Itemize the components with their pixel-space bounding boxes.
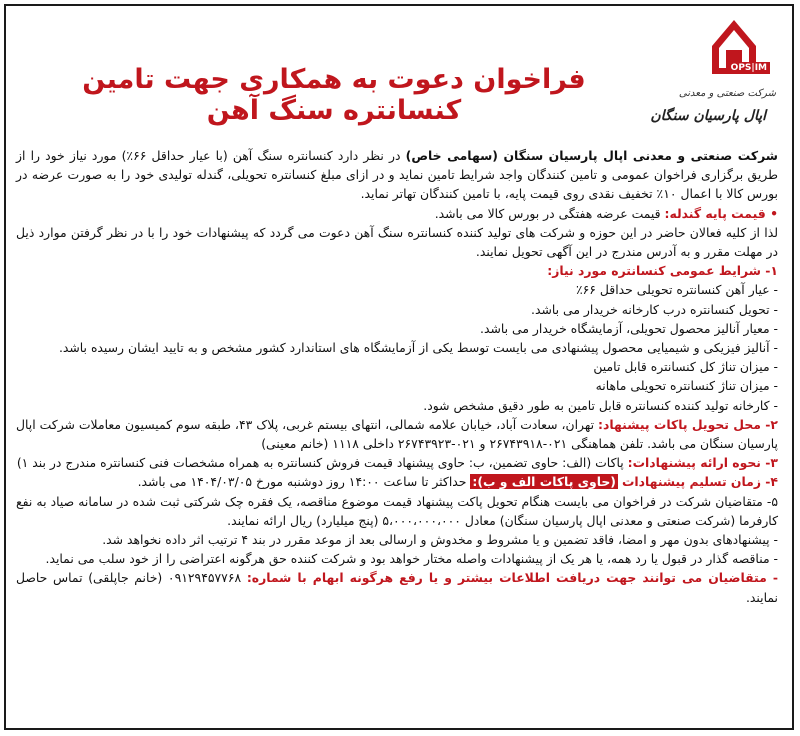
intro-text: در نظر دارد کنسانتره سنگ آهن (با عیار حداقل ۶۶٪) مورد نیاز خود را از طریق برگزاری فراخوان عمومی و تامین کنندگان واجد شرایط تامین نماید و در ازای مبلغ کنسانتره تحویلی، گندله تولیدی خود را به صورت عرضه در بورس کالا با اعمال ۱۰٪ تخفیف نقدی روی قیمت پایه، با تامین کنندگان تهاتر نماید. <box>16 148 778 202</box>
section5-paragraph: ۵- متقاضیان شرکت در فراخوان می بایست هنگام تحویل پاکت پیشنهاد قیمت موضوع مناقصه، یک فقره چک شرکتی ثبت شده در سامانه صیاد به نفع کارفرما (شرکت صنعتی و معدنی اپال پارسیان سنگان) معادل ۵،۰۰۰،۰۰۰،۰۰۰ (پنج میلیارد) ریال ارائه نمایند. <box>16 493 778 528</box>
section1-item: - معیار آنالیز محصول تحویلی، آزمایشگاه خریدار می باشد. <box>480 320 778 336</box>
section4-heading: ۴- زمان تسلیم پیشنهادات <box>621 474 778 490</box>
contact-label: - متقاضیان می توانند جهت دریافت اطلاعات بیشتر و یا رفع هرگونه ابهام با شماره: <box>246 570 778 586</box>
section2-text: تهران، سعادت آباد، خیابان علامه شمالی، انتهای بیستم غربی، پلاک ۴۳، طبقه سوم کمیسیون معاملات شرکت اپال پارسیان سنگان می باشد. تلفن هماهنگی ۰۲۱-۲۶۷۴۳۹۱۸ و ۰۲۱-۲۶۷۴۳۹۲۳ داخلی ۱۱۱۸ (خانم معینی) <box>16 416 778 452</box>
notice-frame <box>4 4 794 730</box>
company-name-script: اپال پارسیان سنگان <box>650 108 766 124</box>
page-title: فراخوان دعوت به همکاری جهت تامین کنسانتره سنگ آهن <box>82 64 586 126</box>
section1-item: - کارخانه تولید کننده کنسانتره قابل تامین به طور دقیق مشخص شود. <box>423 397 778 413</box>
company-name-small: شرکت صنعتی و معدنی <box>678 88 776 99</box>
section1-item: - میزان تناژ کنسانتره تحویلی ماهانه <box>595 378 778 394</box>
section4-paragraph <box>16 472 778 491</box>
section1-item: - عیار آهن کنسانتره تحویلی حداقل ۶۶٪ <box>576 282 778 298</box>
intro-paragraph <box>16 146 778 204</box>
note-item: - مناقصه گذار در قبول یا رد همه، یا هر یک از پیشنهادات واصله مختار خواهد بود و شرکت کننده حق هرگونه اعتراضی را از خود سلب می نماید. <box>45 551 778 567</box>
section2-paragraph <box>16 415 778 453</box>
contact-text: ۰۹۱۲۹۴۵۷۷۶۸ (خانم جاپلقی) تماس حاصل نمایند. <box>16 570 778 605</box>
section1-item: - میزان تناژ کل کنسانتره قابل تامین <box>593 359 778 375</box>
section4-highlight: (حاوی پاکات الف و ب): <box>472 474 616 490</box>
invitation-paragraph: لذا از کلیه فعالان حاضر در این حوزه و شرکت های تولید کننده کنسانتره سنگ آهن دعوت می گردد که پیشنهادات خود را با در نظر گرفتن موارد ذیل در مهلت مقرر و به آدرس مندرج در این آگهی تحویل نمایند. <box>16 224 778 260</box>
note-item: - پیشنهادهای بدون مهر و امضا، فاقد تضمین و یا مشروط و مخدوش و ارسالی بعد از موعد مقرر در بند ۴ ترتیب اثر داده نخواهد شد. <box>102 532 778 548</box>
company-badge: OPS|IM <box>728 62 770 74</box>
notice-body <box>6 146 792 607</box>
section1-item: - تحویل کنسانتره درب کارخانه خریدار می باشد. <box>531 301 778 317</box>
base-price-line <box>16 204 778 223</box>
section4-text: حداکثر تا ساعت ۱۴:۰۰ روز دوشنبه مورخ ۱۴۰۴/۰۳/۰۵ می باشد. <box>137 474 471 490</box>
section1-heading: ۱- شرایط عمومی کنسانتره مورد نیاز: <box>547 263 778 279</box>
base-price-label: • قیمت پایه گندله: <box>664 205 778 221</box>
contact-paragraph <box>16 568 778 606</box>
section1-item: - آنالیز فیزیکی و شیمیایی محصول پیشنهادی می بایست توسط یکی از آزمایشگاه های استاندارد کشور مشخص و به تایید ایشان رسیده باشد. <box>58 340 778 356</box>
notice-header <box>6 6 792 146</box>
section2-heading: ۲- محل تحویل پاکات پیشنهاد: <box>598 416 778 432</box>
company-name: شرکت صنعتی و معدنی اپال پارسیان سنگان (سهامی خاص) <box>405 148 778 163</box>
company-logo <box>630 16 780 144</box>
section3-text: پاکات (الف: حاوی تضمین، ب: حاوی پیشنهاد قیمت فروش کنسانتره به همراه مشخصات فنی کنسانتره مندرج در بند ۱) <box>16 455 628 471</box>
base-price-text: قیمت عرضه هفتگی در بورس کالا می باشد. <box>434 205 665 221</box>
section3-heading: ۳- نحوه ارائه پیشنهادات: <box>627 455 778 471</box>
section3-paragraph <box>16 453 778 472</box>
